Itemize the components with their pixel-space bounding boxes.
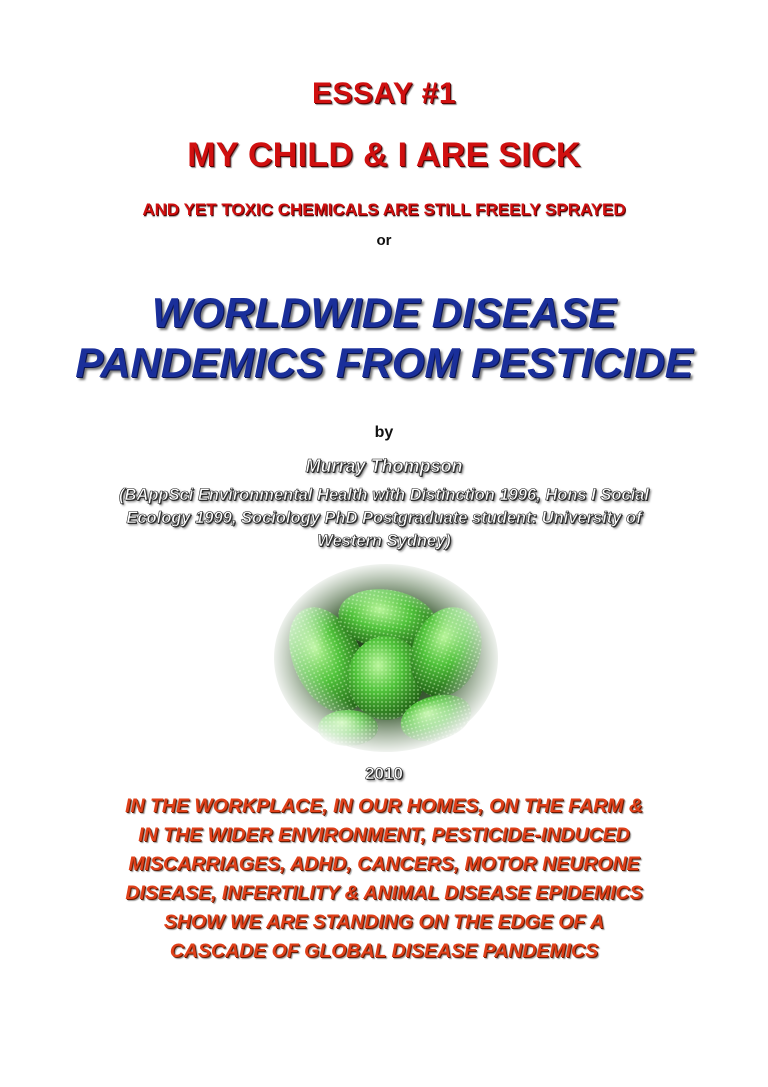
summary-line: SHOW WE ARE STANDING ON THE EDGE OF A [163,911,605,933]
or-separator: or [376,232,392,249]
essay-title: MY CHILD & I ARE SICK [187,136,581,174]
credentials-line: Western Sydney) [317,532,451,550]
alternate-title-line: WORLDWIDE DISEASE [151,289,617,336]
author-name: Murray Thompson [305,456,463,476]
alternate-title [0,288,768,388]
essay-number: ESSAY #1 [311,77,457,110]
summary-line: IN THE WIDER ENVIRONMENT, PESTICIDE-INDUCED [138,824,630,846]
summary-line: IN THE WORKPLACE, IN OUR HOMES, ON THE FARM & [125,795,643,817]
credentials-line: Ecology 1999, Sociology PhD Postgraduate student: University of [126,509,642,527]
alternate-title-line: PANDEMICS FROM PESTICIDE [75,339,693,386]
summary-line: CASCADE OF GLOBAL DISEASE PANDEMICS [169,940,599,962]
essay-subtitle: AND YET TOXIC CHEMICALS ARE STILL FREELY SPRAYED [142,200,626,219]
by-label: by [374,424,394,441]
credentials-line: (BAppSci Environmental Health with Distinction 1996, Hons I Social [119,486,649,504]
author-credentials [60,484,708,553]
virus-micrograph-image [268,560,504,756]
summary-statement [40,792,728,966]
summary-line: DISEASE, INFERTILITY & ANIMAL DISEASE EPIDEMICS [125,882,643,904]
publication-year: 2010 [365,764,403,783]
summary-line: MISCARRIAGES, ADHD, CANCERS, MOTOR NEURONE [128,853,640,875]
